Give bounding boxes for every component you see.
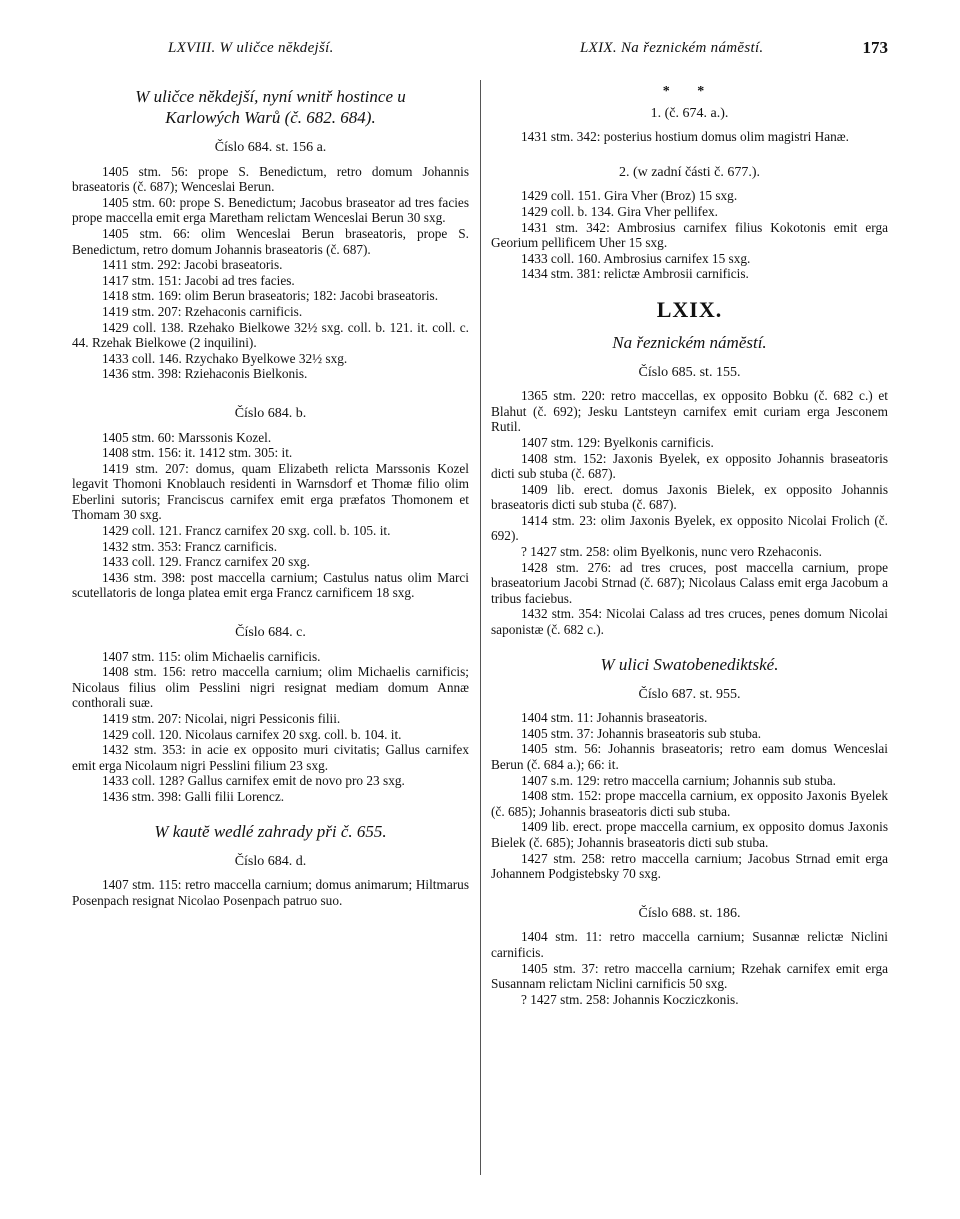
entry: 1408 stm. 156: retro maccella carnium; olim Michaelis carnificis; Nicolaus filius olim Pesslini nigri resignat mediam domum Annæ conthorali suæ. [72, 664, 469, 711]
entry: 1419 stm. 207: domus, quam Elizabeth relicta Marssonis Kozel legavit Thomoni Knoblauch residenti in Warnsdorf et Thomæ filio olim Eberlini sutoris; Franciscus carnifex emit erga præfatos Thomonem et Thomam 30 sxg. [72, 460, 469, 523]
entry: 1436 stm. 398: post maccella carnium; Castulus natus olim Marci scutellatoris de longa platea emit erga Francz carnificem 18 sxg. [72, 569, 469, 601]
entry: 1417 stm. 151: Jacobi ad tres facies. [102, 272, 295, 288]
page-number: 173 [862, 38, 888, 57]
entry: 1409 lib. erect. domus Jaxonis Bielek, ex opposito Johannis braseatoris dicti sub stuba (č. 687). [491, 481, 888, 513]
entry: 1408 stm. 152: prope maccella carnium, ex opposito Jaxonis Byelek (č. 685); Johannis braseatoris dicti sub stuba. [491, 788, 888, 819]
chapter-number: LXIX. [656, 296, 723, 322]
entry: 1407 s.m. 129: retro maccella carnium; Johannis sub stuba. [521, 772, 836, 788]
entry: 1433 coll. 160. Ambrosius carnifex 15 sxg. [521, 250, 751, 266]
chapter-title: Na řeznickém námĕstí. [612, 332, 767, 352]
entry: 1428 stm. 276: ad tres cruces, post maccella carnium, prope braseatorium Jacobi Strnad (č. 687); Nicolaus Calass emit erga Jacobum a tribus faciebus. [491, 559, 888, 606]
heading-line-1: W uličce nĕkdejší, nyní wnitř hostince u [135, 87, 406, 106]
entry: 1407 stm. 115: retro maccella carnium; domus animarum; Hiltmarus Posenpach resignat Nicolao Posenpach patruo suo. [72, 877, 469, 908]
entry: 1433 coll. 129. Francz carnifex 20 sxg. [102, 554, 310, 570]
entry: 1404 stm. 11: Johannis braseatoris. [521, 710, 708, 726]
entry: 1365 stm. 220: retro maccellas, ex opposito Bobku (č. 682 c.) et Blahut (č. 692); Jesku Lantsteyn carnifex emit curiam erga Jesconem Rutil. [491, 388, 888, 435]
subsection-title-677: 2. (w zadní části č. 677.). [618, 164, 761, 180]
entry: 1405 stm. 56: prope S. Benedictum, retro domum Johannis braseatoris (č. 687); Wenceslai Berun. [72, 163, 469, 195]
street-heading: W ulici Swatobenediktské. [600, 654, 779, 674]
entry: 1419 stm. 207: Rzehaconis carnificis. [102, 303, 303, 319]
section-title-687: Číslo 687. st. 955. [638, 686, 741, 702]
entry: 1407 stm. 129: Byelkonis carnificis. [521, 434, 714, 450]
section-title-684d: Číslo 684. d. [234, 853, 307, 869]
entry: 1409 lib. erect. prope maccella carnium, ex opposito domus Jaxonis Bielek (č. 685); Johannis braseatoris dicti sub stuba. [491, 819, 888, 850]
entry: 1418 stm. 169: olim Berun braseatoris; 182: Jacobi braseatoris. [102, 288, 439, 304]
left-column [72, 84, 469, 908]
entry: 1405 stm. 37: retro maccella carnium; Rzehak carnifex emit erga Susannam relictam Niclini carnificis 50 sxg. [491, 960, 888, 992]
running-title-right: LXIX. Na řeznickém námĕstí. [580, 40, 764, 56]
entry: 1431 stm. 342: Ambrosius carnifex filius Kokotonis emit erga Georium pellificem Uher 15 sxg. [491, 219, 888, 251]
entry: 1414 stm. 23: olim Jaxonis Byelek, ex opposito Nicolai Frolich (č. 692). [491, 512, 888, 544]
entry: 1436 stm. 398: Galli filii Lorencz. [102, 788, 285, 804]
entry: 1432 stm. 353: Francz carnificis. [102, 538, 278, 554]
entry: 1405 stm. 66: olim Wenceslai Berun braseatoris, prope S. Benedictum, retro domum Johannis braseatoris (č. 687). [72, 225, 469, 257]
entry: 1432 stm. 353: in acie ex opposito muri civitatis; Gallus carnifex emit erga Nicolaum nigri Pesslini filium 23 sxg. [72, 742, 469, 773]
entry: 1405 stm. 60: prope S. Benedictum; Jacobus braseator ad tres facies prope maccella emit erga Maretham relictam Wenceslai Berun 30 sxg. [72, 194, 469, 226]
entry: 1405 stm. 56: Johannis braseatoris; retro eam domus Wenceslai Berun (č. 684 a.); 66: it. [491, 741, 888, 772]
entry: 1427 stm. 258: retro maccella carnium; Jacobus Strnad emit erga Johannem Podgistebsky 70 sxg. [491, 850, 888, 882]
section-title-684a: Číslo 684. st. 156 a. [214, 140, 327, 155]
entry: 1436 stm. 398: Rziehaconis Bielkonis. [102, 366, 308, 382]
entry: 1429 coll. 138. Rzehako Bielkowe 32½ sxg. coll. b. 121. it. coll. c. 44. Rzehak Bielkowe (2 inquilini). [72, 319, 469, 351]
entry: 1432 stm. 354: Nicolai Calass ad tres cruces, penes domum Nicolai saponistæ (č. 682 c.). [491, 606, 888, 638]
entry: 1431 stm. 342: posterius hostium domus olim magistri Hanæ. [521, 129, 849, 145]
entry: 1408 stm. 156: it. 1412 stm. 305: it. [102, 445, 293, 461]
entry: ? 1427 stm. 258: olim Byelkonis, nunc vero Rzehaconis. [521, 544, 822, 560]
section-title-685: Číslo 685. st. 155. [638, 364, 741, 380]
section-title-684b: Číslo 684. b. [234, 405, 307, 421]
section-title-684c: Číslo 684. c. [235, 625, 306, 641]
entry: 1405 stm. 60: Marssonis Kozel. [102, 429, 272, 445]
entry: 1408 stm. 152: Jaxonis Byelek, ex opposito Johannis braseatoris dicti sub stuba (č. 687). [491, 450, 888, 482]
running-title-left: LXVIII. W uličce nĕkdejší. [168, 40, 334, 56]
entry: ? 1427 stm. 258: Johannis Kocziczkonis. [521, 991, 739, 1007]
entry: 1429 coll. 151. Gira Vher (Broz) 15 sxg. [521, 188, 738, 204]
entry: 1405 stm. 37: Johannis braseatoris sub stuba. [521, 725, 762, 741]
entry: 1411 stm. 292: Jacobi braseatoris. [102, 257, 283, 273]
entry: 1433 coll. 146. Rzychako Byelkowe 32½ sxg. [102, 350, 348, 366]
entry: 1434 stm. 381: relictæ Ambrosii carnificis. [521, 266, 749, 282]
section-stars: * * [662, 84, 717, 99]
subheading-kaute: W kautĕ wedlé zahrady při č. 655. [154, 821, 387, 841]
section-title-688: Číslo 688. st. 186. [638, 905, 741, 921]
entry: 1404 stm. 11: retro maccella carnium; Susannæ relictæ Niclini carnificis. [491, 929, 888, 960]
entry: 1429 coll. 121. Francz carnifex 20 sxg. coll. b. 105. it. [102, 523, 391, 539]
chapter-heading-left [72, 86, 469, 128]
entry: 1429 coll. 120. Nicolaus carnifex 20 sxg. coll. b. 104. it. [102, 726, 402, 742]
heading-line-2: Karlowých Warů (č. 682. 684). [165, 108, 376, 127]
subsection-title-674a: 1. (č. 674. a.). [650, 105, 729, 121]
right-column [491, 84, 888, 1007]
column-divider [480, 80, 481, 1175]
entry: 1419 stm. 207: Nicolai, nigri Pessiconis filii. [102, 711, 341, 726]
entry: 1407 stm. 115: olim Michaelis carnificis. [102, 648, 321, 664]
entry: 1433 coll. 128? Gallus carnifex emit de novo pro 23 sxg. [102, 773, 405, 789]
entry: 1429 coll. b. 134. Gira Vher pellifex. [521, 203, 718, 219]
